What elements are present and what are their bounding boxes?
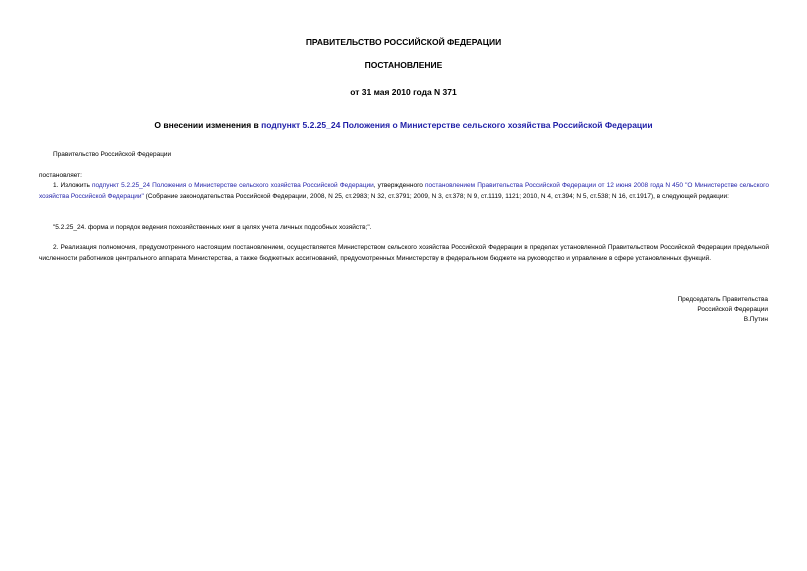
p1-link-resolution[interactable]: постановлением Правительства Российской Федерации от 12 июня 2008 года N 450 "О Министерстве сельского хозяйства Российской Федерации" — [39, 182, 769, 200]
p1-link-subclause[interactable]: подпункт 5.2.25_24 Положения о Министерстве сельского хозяйства Российской Федерации — [91, 182, 374, 189]
intro-text: Правительство Российской Федерации — [53, 151, 172, 158]
signature-name: В.Путин — [743, 316, 768, 323]
title-prefix: О внесении изменения в — [154, 120, 262, 130]
document-type: ПОСТАНОВЛЕНИЕ — [364, 60, 443, 70]
government-heading: ПРАВИТЕЛЬСТВО РОССИЙСКОЙ ФЕДЕРАЦИИ — [305, 37, 502, 47]
resolves-text: постановляет: — [39, 172, 82, 179]
quoted-amendment: "5.2.25_24. форма и порядок ведения похозяйственных книг в целях учета личных подсобных хозяйств;". — [53, 224, 372, 231]
p1-mid: , утвержденного — [373, 182, 426, 189]
document-title — [0, 120, 807, 130]
signature-title-2: Российской Федерации — [697, 306, 768, 313]
p1-start: 1. Изложить — [53, 182, 92, 189]
title-link[interactable]: подпункт 5.2.25_24 Положения о Министерстве сельского хозяйства Российской Федерации — [261, 120, 653, 130]
paragraph-1 — [39, 181, 769, 202]
signature-title-1: Председатель Правительства — [677, 296, 768, 303]
p1-end: (Собрание законодательства Российской Федерации, 2008, N 25, ст.2983; N 32, ст.3791; 2009, N 3, ст.378; N 9, ст.1119, 1121; 2010, N 4, ст.394; N 5, ст.538; N 16, ст.1917), в следующей редакции: — [143, 192, 729, 200]
document-date-number: от 31 мая 2010 года N 371 — [350, 87, 457, 97]
paragraph-2: 2. Реализация полномочия, предусмотренного настоящим постановлением, осуществляется Министерством сельского хозяйства Российской Федерации в пределах установленной Правительством Российской Федерации предельной численности работников центрального аппарата Министерства, а также бюджетных ассигнований, предусмотренных Министерству в федеральном бюджете на руководство и управление в сфере установленных функций. — [39, 244, 769, 262]
